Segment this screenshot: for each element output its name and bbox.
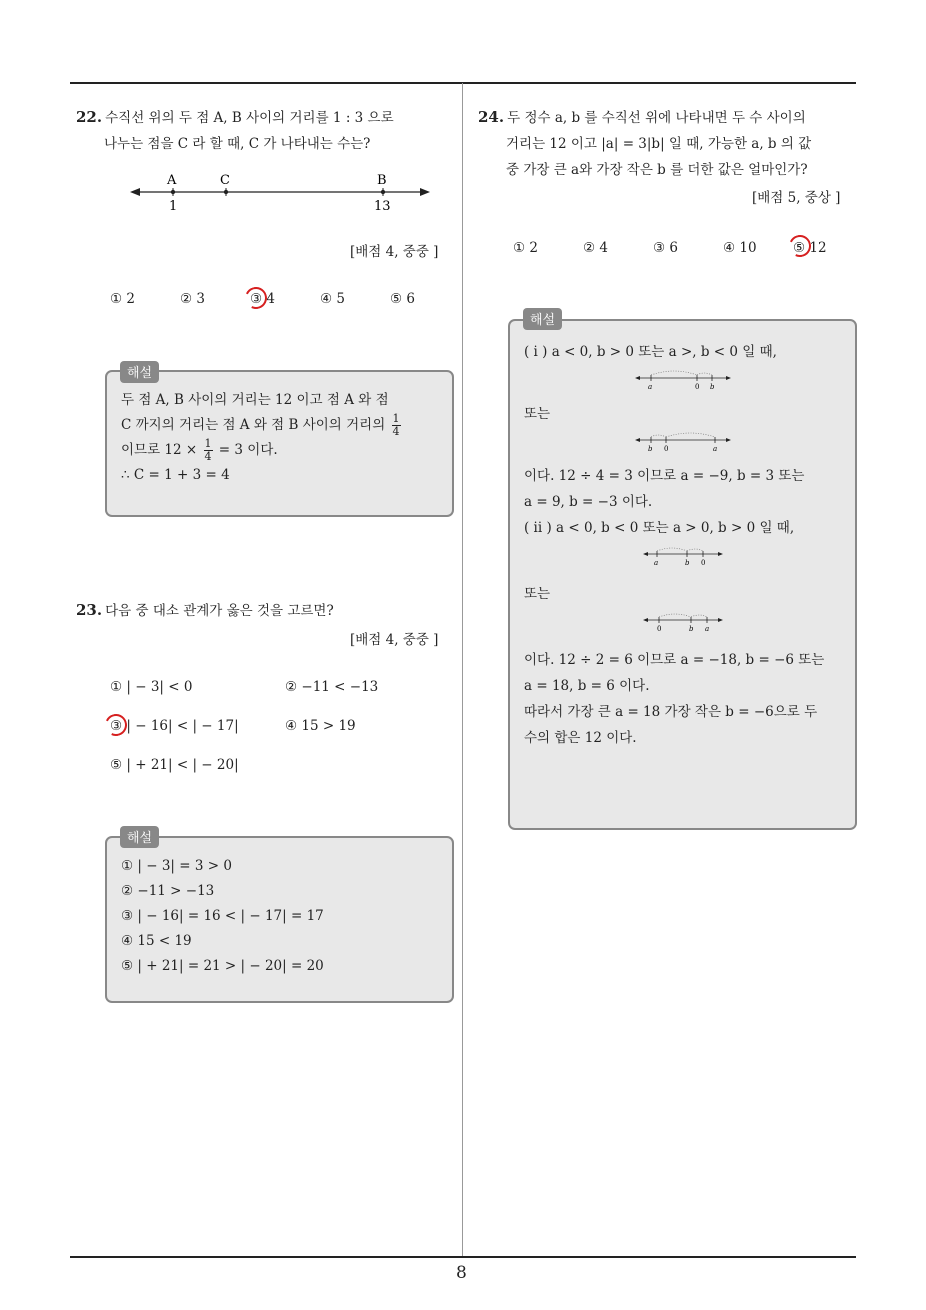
choice-5[interactable]: ⑤ 12 <box>793 240 827 256</box>
choice-5[interactable]: ⑤ | + 21| < | − 20| <box>110 757 239 773</box>
solution-text: ∴ C = 1 + 3 = 4 <box>121 467 230 483</box>
solution-line: ③ | − 16| = 16 < | − 17| = 17 <box>121 908 324 924</box>
mini-number-line <box>635 431 731 453</box>
question-text: 나누는 점을 C 라 할 때, C 가 나타내는 수는? <box>104 136 371 152</box>
solution-text: 이다. 12 ÷ 4 = 3 이므로 a = −9, b = 3 또는 <box>524 468 805 484</box>
score-label: [배점 5, 중상 ] <box>752 190 841 206</box>
solution-text: 두 점 A, B 사이의 거리는 12 이고 점 A 와 점 <box>121 392 389 408</box>
number-line-figure <box>130 168 430 218</box>
choice-1[interactable]: ① 2 <box>513 240 538 256</box>
svg-text:b: b <box>647 445 652 453</box>
point-a-label: A <box>167 173 177 188</box>
solution-text: C 까지의 거리는 점 A 와 점 B 사이의 거리의 $\frac{1}{4}$ <box>121 412 400 438</box>
question-24 <box>478 104 858 183</box>
choice-1[interactable]: ① | − 3| < 0 <box>110 679 193 695</box>
page-number: 8 <box>456 1263 467 1283</box>
question-text: 다음 중 대소 관계가 옳은 것을 고르면? <box>105 603 334 619</box>
svg-text:b: b <box>684 559 689 567</box>
question-text: 중 가장 큰 a와 가장 작은 b 를 더한 값은 얼마인가? <box>506 162 808 178</box>
svg-text:a: a <box>712 445 717 453</box>
svg-text:a: a <box>647 383 652 391</box>
svg-text:0: 0 <box>656 625 661 633</box>
svg-text:0: 0 <box>694 383 699 391</box>
solution-text: 또는 <box>524 586 551 602</box>
question-text: 수직선 위의 두 점 A, B 사이의 거리를 1 : 3 으로 <box>105 110 394 126</box>
solution-box-22 <box>105 370 454 517</box>
top-rule <box>70 82 856 84</box>
mini-number-line <box>643 545 723 567</box>
choice-3[interactable]: ③ | − 16| < | − 17| <box>110 718 239 734</box>
bottom-rule <box>70 1256 856 1258</box>
question-number: 22. <box>76 108 103 126</box>
point-a-value: 1 <box>169 199 178 214</box>
point-b-label: B <box>377 173 387 188</box>
point-b-value: 13 <box>374 199 391 214</box>
choice-4[interactable]: ④ 15 > 19 <box>285 718 356 734</box>
choice-2[interactable]: ② −11 < −13 <box>285 679 379 695</box>
solution-text: 또는 <box>524 406 551 422</box>
question-23 <box>76 597 456 624</box>
choice-2[interactable]: ② 4 <box>583 240 608 256</box>
question-text: 거리는 12 이고 |a| = 3|b| 일 때, 가능한 a, b 의 값 <box>506 136 812 152</box>
choice-4[interactable]: ④ 5 <box>320 291 345 307</box>
question-text: 두 정수 a, b 를 수직선 위에 나타내면 두 수 사이의 <box>507 110 806 126</box>
fraction: $\frac{1}{4}$ <box>204 437 212 463</box>
choice-2[interactable]: ② 3 <box>180 291 205 307</box>
solution-line: ② −11 > −13 <box>121 883 215 899</box>
choice-1[interactable]: ① 2 <box>110 291 135 307</box>
point-c-label: C <box>220 173 230 188</box>
svg-text:0: 0 <box>700 559 705 567</box>
svg-text:0: 0 <box>663 445 668 453</box>
svg-text:b: b <box>709 383 714 391</box>
choice-3[interactable]: ③ 4 <box>250 291 275 307</box>
selected-answer-mark <box>242 284 270 312</box>
choice-4[interactable]: ④ 10 <box>723 240 757 256</box>
solution-text: ( ii ) a < 0, b < 0 또는 a > 0, b > 0 일 때, <box>524 520 795 536</box>
solution-text: 이므로 12 × $\frac{1}{4}$ = 3 이다. <box>121 437 278 463</box>
solution-tag: 해설 <box>120 361 159 383</box>
solution-line: ① | − 3| = 3 > 0 <box>121 858 232 874</box>
solution-text: 이다. 12 ÷ 2 = 6 이므로 a = −18, b = −6 또는 <box>524 652 825 668</box>
svg-text:b: b <box>688 625 693 633</box>
column-divider <box>462 83 463 1258</box>
solution-box-24 <box>508 319 857 830</box>
svg-text:a: a <box>704 625 709 633</box>
solution-text: 수의 합은 12 이다. <box>524 730 637 746</box>
selected-answer-mark <box>102 711 130 739</box>
fraction: $\frac{1}{4}$ <box>392 412 400 438</box>
solution-line: ④ 15 < 19 <box>121 933 192 949</box>
score-label: [배점 4, 중중 ] <box>350 244 439 260</box>
question-number: 23. <box>76 601 103 619</box>
solution-text: 따라서 가장 큰 a = 18 가장 작은 b = −6으로 두 <box>524 704 818 720</box>
solution-tag: 해설 <box>523 308 562 330</box>
solution-line: ⑤ | + 21| = 21 > | − 20| = 20 <box>121 958 324 974</box>
svg-text:a: a <box>653 559 658 567</box>
mini-number-line <box>643 611 723 633</box>
mini-number-line <box>635 369 731 391</box>
solution-tag: 해설 <box>120 826 159 848</box>
choice-5[interactable]: ⑤ 6 <box>390 291 415 307</box>
solution-text: a = 9, b = −3 이다. <box>524 494 653 510</box>
question-22 <box>76 104 456 157</box>
score-label: [배점 4, 중중 ] <box>350 632 439 648</box>
solution-box-23 <box>105 836 454 1003</box>
question-number: 24. <box>478 108 505 126</box>
solution-text: ( i ) a < 0, b > 0 또는 a >, b < 0 일 때, <box>524 344 777 360</box>
solution-text: a = 18, b = 6 이다. <box>524 678 650 694</box>
choice-3[interactable]: ③ 6 <box>653 240 678 256</box>
